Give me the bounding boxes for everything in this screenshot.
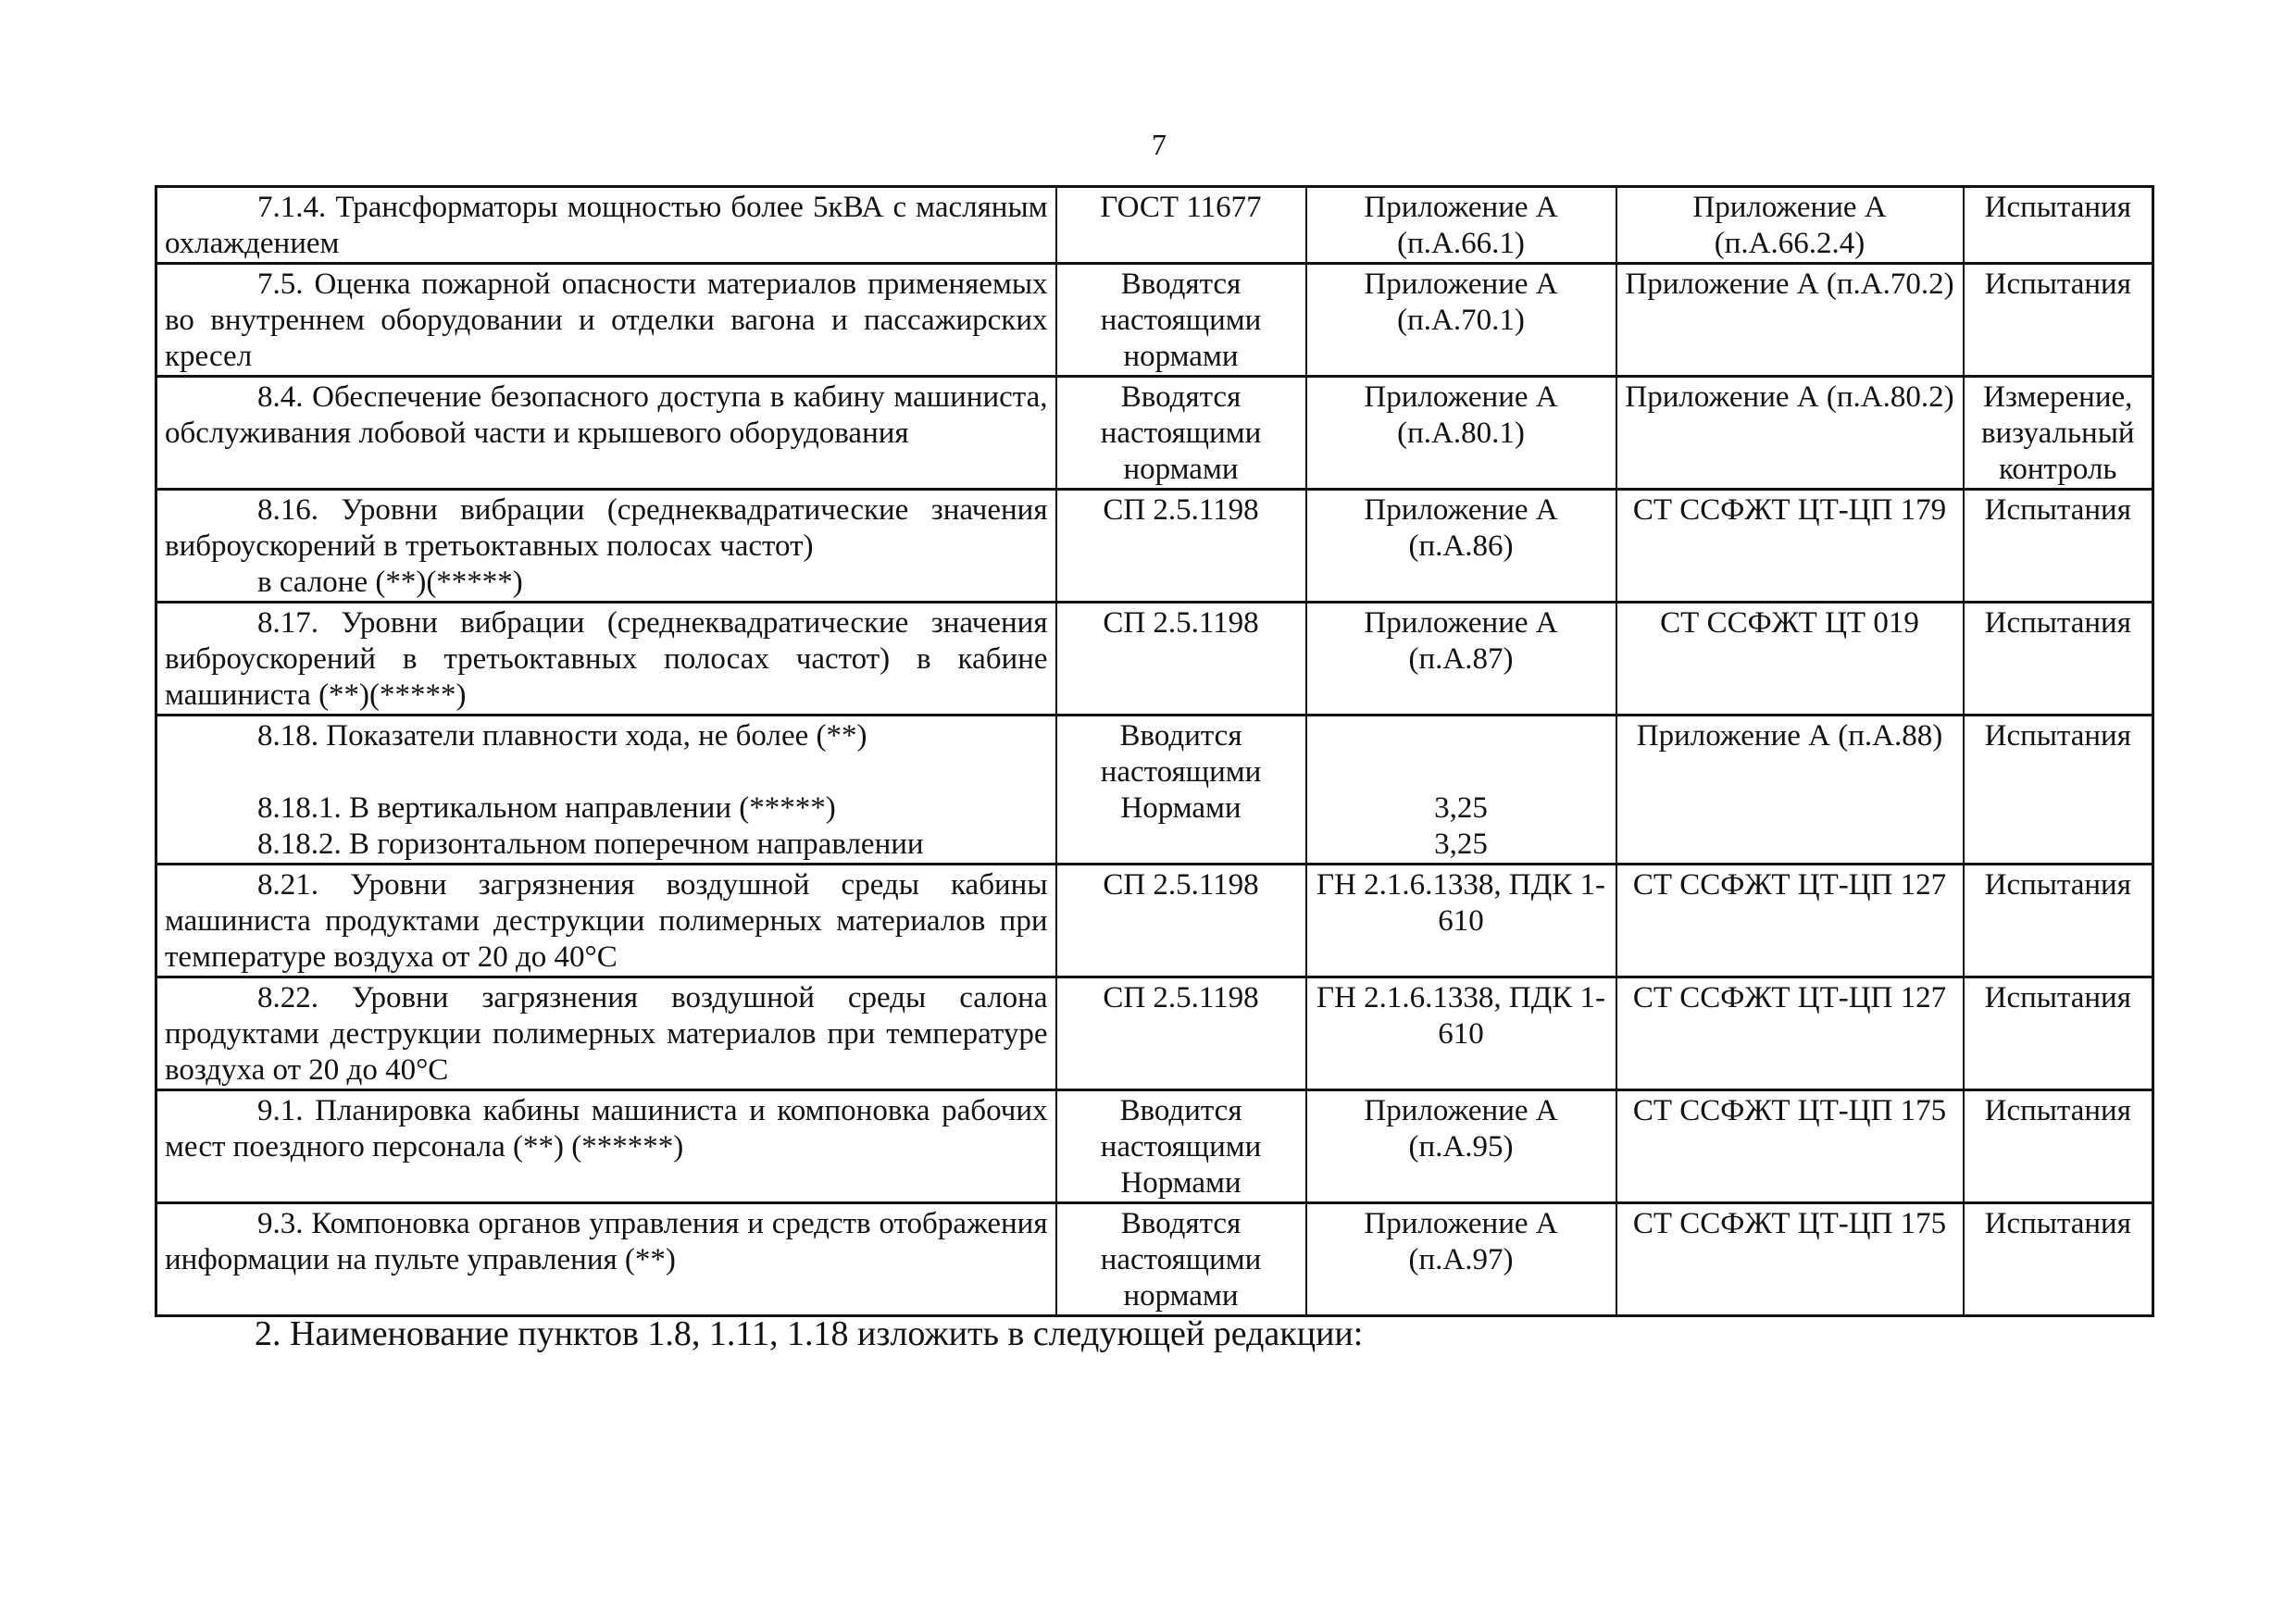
test-method: Приложение А (п.А.66.2.4) [1616,187,1964,264]
confirmation-method: Испытания [1964,187,2153,264]
normative-document: СП 2.5.1198 [1056,977,1306,1090]
table-row [156,264,2153,377]
test-method: СТ ССФЖТ ЦТ-ЦП 127 [1616,977,1964,1090]
requirement-description: 7.1.4. Трансформаторы мощностью более 5кВА с масляным охлаждением [156,187,1056,264]
confirmation-method: Испытания [1964,716,2153,865]
normative-document: ГОСТ 11677 [1056,187,1306,264]
requirement-description: 9.1. Планировка кабины машиниста и компоновка рабочих мест поездного персонала (**) (******) [156,1090,1056,1203]
test-method: СТ ССФЖТ ЦТ 019 [1616,603,1964,716]
norm-value: Приложение А (п.А.70.1) [1306,264,1616,377]
normative-document: СП 2.5.1198 [1056,490,1306,603]
test-method: Приложение А (п.А.88) [1616,716,1964,865]
table-row [156,977,2153,1090]
normative-document: Вводится настоящими Нормами [1056,716,1306,865]
confirmation-method: Испытания [1964,603,2153,716]
normative-document: Вводится настоящими Нормами [1056,1090,1306,1203]
table-row [156,716,2153,865]
requirement-description: 8.21. Уровни загрязнения воздушной среды кабины машиниста продуктами деструкции полимерных материалов при температуре воздуха от 20 до 40°С [156,865,1056,977]
norm-value-cell [1306,716,1616,865]
requirement-description: 8.22. Уровни загрязнения воздушной среды салона продуктами деструкции полимерных материалов при температуре воздуха от 20 до 40°С [156,977,1056,1090]
norm-value: Приложение А (п.А.86) [1306,490,1616,603]
requirement-description: 8.16. Уровни вибрации (среднеквадратические значения виброускорений в третьоктавных полосах частот) [165,493,1048,563]
table-row [156,187,2153,264]
normative-document: СП 2.5.1198 [1056,603,1306,716]
normative-document: СП 2.5.1198 [1056,865,1306,977]
norm-value: Приложение А (п.А.80.1) [1306,377,1616,490]
page-number: 7 [1152,128,1167,161]
table-row [156,377,2153,490]
table-row [156,1090,2153,1203]
table-row [156,865,2153,977]
normative-document: Вводятся настоящими нормами [1056,377,1306,490]
norm-value: Приложение А (п.А.87) [1306,603,1616,716]
test-method: СТ ССФЖТ ЦТ-ЦП 175 [1616,1203,1964,1316]
table-row [156,490,2153,603]
test-method: СТ ССФЖТ ЦТ-ЦП 127 [1616,865,1964,977]
confirmation-method: Испытания [1964,977,2153,1090]
confirmation-method: Измерение, визуальный контроль [1964,377,2153,490]
norm-value: Приложение А (п.А.97) [1306,1203,1616,1316]
amendment-paragraph: 2. Наименование пунктов 1.8, 1.11, 1.18 изложить в следующей редакции: [255,1314,1364,1353]
confirmation-method: Испытания [1964,264,2153,377]
requirement-description: 9.3. Компоновка органов управления и средств отображения информации на пульте управления (**) [156,1203,1056,1316]
norm-value: Приложение А (п.А.66.1) [1306,187,1616,264]
confirmation-method: Испытания [1964,1203,2153,1316]
requirement-subitem: 8.18.2. В горизонтальном поперечном направлении [257,828,924,861]
normative-document: Вводятся настоящими нормами [1056,1203,1306,1316]
requirement-description: 8.4. Обеспечение безопасного доступа в кабину машиниста, обслуживания лобовой части и крышевого оборудования [156,377,1056,490]
requirement-description: 8.18. Показатели плавности хода, не более (**) [257,719,867,753]
requirement-description-cell [156,716,1056,865]
norm-value: 3,25 [1434,828,1488,861]
norm-value: Приложение А (п.А.95) [1306,1090,1616,1203]
requirement-description: 8.17. Уровни вибрации (среднеквадратические значения виброускорений в третьоктавных полосах частот) в кабине машиниста (**)(*****) [156,603,1056,716]
requirement-description-cell [156,490,1056,603]
test-method: Приложение А (п.А.70.2) [1616,264,1964,377]
test-method: СТ ССФЖТ ЦТ-ЦП 175 [1616,1090,1964,1203]
normative-document: Вводятся настоящими нормами [1056,264,1306,377]
test-method: СТ ССФЖТ ЦТ-ЦП 179 [1616,490,1964,603]
norm-value: 3,25 [1434,791,1488,825]
table-row [156,1203,2153,1316]
confirmation-method: Испытания [1964,865,2153,977]
table-row [156,603,2153,716]
requirements-table [155,185,2154,1317]
confirmation-method: Испытания [1964,1090,2153,1203]
requirement-location: в салоне (**)(*****) [257,566,523,599]
requirement-subitem: 8.18.1. В вертикальном направлении (*****) [257,791,836,825]
norm-value: ГН 2.1.6.1338, ПДК 1-610 [1306,977,1616,1090]
norm-value: ГН 2.1.6.1338, ПДК 1-610 [1306,865,1616,977]
confirmation-method: Испытания [1964,490,2153,603]
requirement-description: 7.5. Оценка пожарной опасности материалов применяемых во внутреннем оборудовании и отделки вагона и пассажирских кресел [156,264,1056,377]
test-method: Приложение А (п.А.80.2) [1616,377,1964,490]
